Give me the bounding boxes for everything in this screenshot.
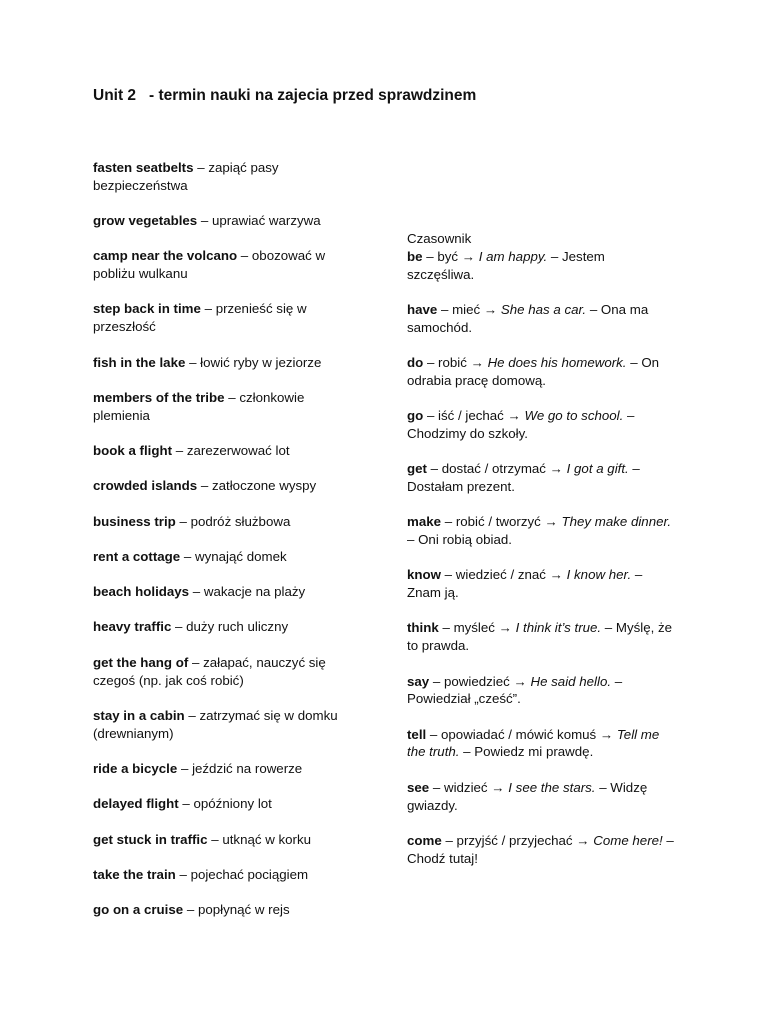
verb-meaning: mieć (452, 301, 481, 317)
verb-meaning: iść / jechać (438, 408, 504, 424)
verb-term: be (407, 248, 423, 264)
phrase-translation: zarezerwować lot (186, 442, 290, 458)
verb-example-translation: Powiedział „cześć”. (407, 691, 521, 707)
phrase-term: fish in the lake (93, 354, 186, 370)
verb-example-translation: Powiedz mi prawdę. (474, 744, 594, 760)
verb-entry: get – dostać / otrzymać → I got a gift. – Dostałam prezent. (407, 461, 640, 494)
verb-example: He does his homework. (487, 354, 627, 370)
phrase-entry: ride a bicycle – jeździć na rowerze (93, 760, 303, 776)
phrase-entry: business trip – podróż służbowa (93, 513, 291, 529)
phrase-entry: heavy traffic – duży ruch uliczny (93, 619, 289, 635)
verb-entry: see – widzieć → I see the stars. – Widzę gwiazdy. (407, 779, 648, 813)
verb-term: make (407, 514, 442, 530)
verb-entry: say – powiedzieć → He said hello. – Powiedział „cześć”. (407, 673, 623, 707)
phrase-translation: przenieść się w przeszłość (93, 301, 307, 335)
phrase-translation: uprawiać warzywa (212, 213, 321, 229)
phrase-entry: get the hang of – załapać, nauczyć się czegoś (np. jak coś robić) (93, 654, 326, 688)
phrase-term: get the hang of (93, 654, 189, 670)
verb-example-translation: Chodzimy do szkoły. (407, 425, 528, 441)
phrase-translation: zatłoczone wyspy (211, 478, 317, 494)
phrase-entry: delayed flight – opóźniony lot (93, 796, 272, 812)
verb-entry: do – robić → He does his homework. – On odrabia pracę domową. (407, 354, 660, 388)
phrase-entry: crowded islands – zatłoczone wyspy (93, 478, 317, 494)
verb-example: I know her. (566, 567, 632, 583)
verb-term: see (407, 779, 430, 795)
verb-example-translation: Widzę gwiazdy. (407, 779, 648, 813)
verb-example: I think it’s true. (515, 620, 602, 636)
phrase-entry: stay in a cabin – zatrzymać się w domku (drewnianym) (93, 707, 338, 741)
phrase-translation: wynająć domek (195, 548, 287, 564)
verb-term: say (407, 673, 430, 689)
phrase-term: delayed flight (93, 796, 179, 812)
verb-example-translation: Znam ją. (407, 585, 459, 601)
phrase-entry: go on a cruise – popłynąć w rejs (93, 902, 290, 918)
phrase-term: book a flight (93, 442, 173, 458)
verb-meaning: opowiadać / mówić komuś (441, 726, 597, 742)
phrase-entry: fasten seatbelts – zapiąć pasy bezpieczeństwa (93, 160, 279, 193)
verb-example: I see the stars. (508, 779, 596, 795)
phrase-term: fasten seatbelts (93, 160, 194, 175)
verb-term: think (407, 620, 439, 636)
phrase-term: go on a cruise (93, 902, 184, 918)
verb-example-translation: Jestem szczęśliwa. (407, 248, 605, 282)
verb-term: go (407, 408, 424, 424)
verb-term: have (407, 301, 438, 317)
phrase-translation: zapiąć pasy bezpieczeństwa (93, 160, 279, 193)
verb-list (407, 230, 675, 885)
phrase-translation: duży ruch uliczny (186, 619, 289, 635)
verb-meaning: wiedzieć / znać (455, 567, 546, 583)
verb-term: get (407, 461, 427, 477)
verb-entry: think – myśleć → I think it’s true. – Myślę, że to prawda. (407, 620, 673, 654)
phrase-entry: fish in the lake – łowić ryby w jeziorze (93, 354, 322, 370)
phrase-entry: members of the tribe – członkowie plemienia (93, 389, 305, 423)
phrase-term: stay in a cabin (93, 707, 185, 723)
verb-example-translation: Dostałam prezent. (407, 478, 515, 494)
verb-example-translation: On odrabia pracę domową. (407, 354, 660, 388)
phrase-entry: book a flight – zarezerwować lot (93, 442, 290, 458)
phrase-translation: pojechać pociągiem (190, 866, 309, 882)
verb-example: Come here! (593, 832, 663, 848)
phrase-entry: beach holidays – wakacje na plaży (93, 584, 306, 600)
phrase-entry: rent a cottage – wynająć domek (93, 548, 287, 564)
verb-example: I am happy. (478, 248, 548, 264)
verb-entry: go – iść / jechać → We go to school. – Chodzimy do szkoły. (407, 408, 635, 441)
phrase-term: camp near the volcano (93, 248, 238, 264)
phrase-translation: załapać, nauczyć się czegoś (np. jak coś robić) (93, 654, 326, 688)
verb-example: She has a car. (500, 301, 587, 317)
phrase-translation: zatrzymać się w domku (drewnianym) (93, 707, 338, 741)
phrase-entry: get stuck in traffic – utknąć w korku (93, 831, 312, 847)
phrase-term: rent a cottage (93, 548, 181, 564)
verb-term: tell (407, 726, 427, 742)
phrase-translation: popłynąć w rejs (197, 902, 290, 918)
phrase-translation: obozować w pobliżu wulkanu (93, 248, 326, 282)
verb-example: Tell me the truth. (407, 726, 660, 760)
verb-entry: be – być → I am happy. – Jestem szczęśliwa. (407, 248, 605, 282)
verb-example-translation: Chodź tutaj! (407, 850, 478, 866)
phrase-term: business trip (93, 513, 176, 529)
verb-meaning: powiedzieć (443, 673, 510, 689)
verbs-heading: Czasownik (407, 231, 472, 246)
phrase-term: get stuck in traffic (93, 831, 208, 847)
verb-meaning: przyjść / przyjechać (456, 832, 573, 848)
verb-entry: come – przyjść / przyjechać → Come here! – Chodź tutaj! (407, 832, 674, 866)
verb-entry: make – robić / tworzyć → They make dinner. – Oni robią obiad. (407, 514, 672, 548)
verb-entry: know – wiedzieć / znać → I know her. – Znam ją. (407, 567, 643, 601)
phrase-term: beach holidays (93, 584, 190, 600)
page-title: Unit 2 - termin nauki na zajecia przed sprawdzinem (93, 87, 477, 104)
verb-meaning: robić (438, 354, 467, 370)
phrase-translation: jeździć na rowerze (192, 760, 303, 776)
verb-meaning: być (437, 248, 459, 264)
verb-example-translation: Ona ma samochód. (407, 301, 649, 335)
phrase-entry: camp near the volcano – obozować w pobliżu wulkanu (93, 248, 326, 282)
verb-entry: have – mieć → She has a car. – Ona ma samochód. (407, 301, 649, 335)
verb-example-translation: Myślę, że to prawda. (407, 620, 673, 654)
verb-meaning: myśleć (453, 620, 495, 636)
phrase-translation: podróż służbowa (190, 513, 291, 529)
verb-entry: tell – opowiadać / mówić komuś → Tell me the truth. – Powiedz mi prawdę. (407, 726, 660, 760)
verb-term: know (407, 567, 441, 583)
verb-term: do (407, 354, 424, 370)
phrase-term: step back in time (93, 301, 201, 317)
phrase-translation: łowić ryby w jeziorze (200, 354, 322, 370)
phrase-translation: utknąć w korku (222, 831, 312, 847)
verb-example: He said hello. (530, 673, 612, 689)
phrase-term: grow vegetables (93, 213, 198, 229)
phrase-translation: wakacje na plaży (203, 584, 306, 600)
phrase-term: take the train (93, 866, 176, 882)
phrase-entry: grow vegetables – uprawiać warzywa (93, 213, 321, 229)
phrase-list (93, 159, 355, 936)
phrase-term: members of the tribe (93, 389, 225, 405)
phrase-entry: take the train – pojechać pociągiem (93, 866, 309, 882)
phrase-term: ride a bicycle (93, 760, 178, 776)
phrase-term: crowded islands (93, 478, 198, 494)
verb-example-translation: Oni robią obiad. (418, 532, 512, 548)
verb-example: We go to school. (524, 408, 624, 424)
verb-example: I got a gift. (566, 461, 629, 477)
verb-meaning: dostać / otrzymać (441, 461, 546, 477)
phrase-translation: opóźniony lot (193, 796, 272, 812)
verb-meaning: robić / tworzyć (455, 514, 541, 530)
phrase-translation: członkowie plemienia (93, 389, 305, 423)
verb-example: They make dinner. (561, 514, 672, 530)
phrase-term: heavy traffic (93, 619, 172, 635)
phrase-entry: step back in time – przenieść się w przeszłość (93, 301, 307, 335)
verb-meaning: widzieć (443, 779, 488, 795)
verb-term: come (407, 832, 442, 848)
